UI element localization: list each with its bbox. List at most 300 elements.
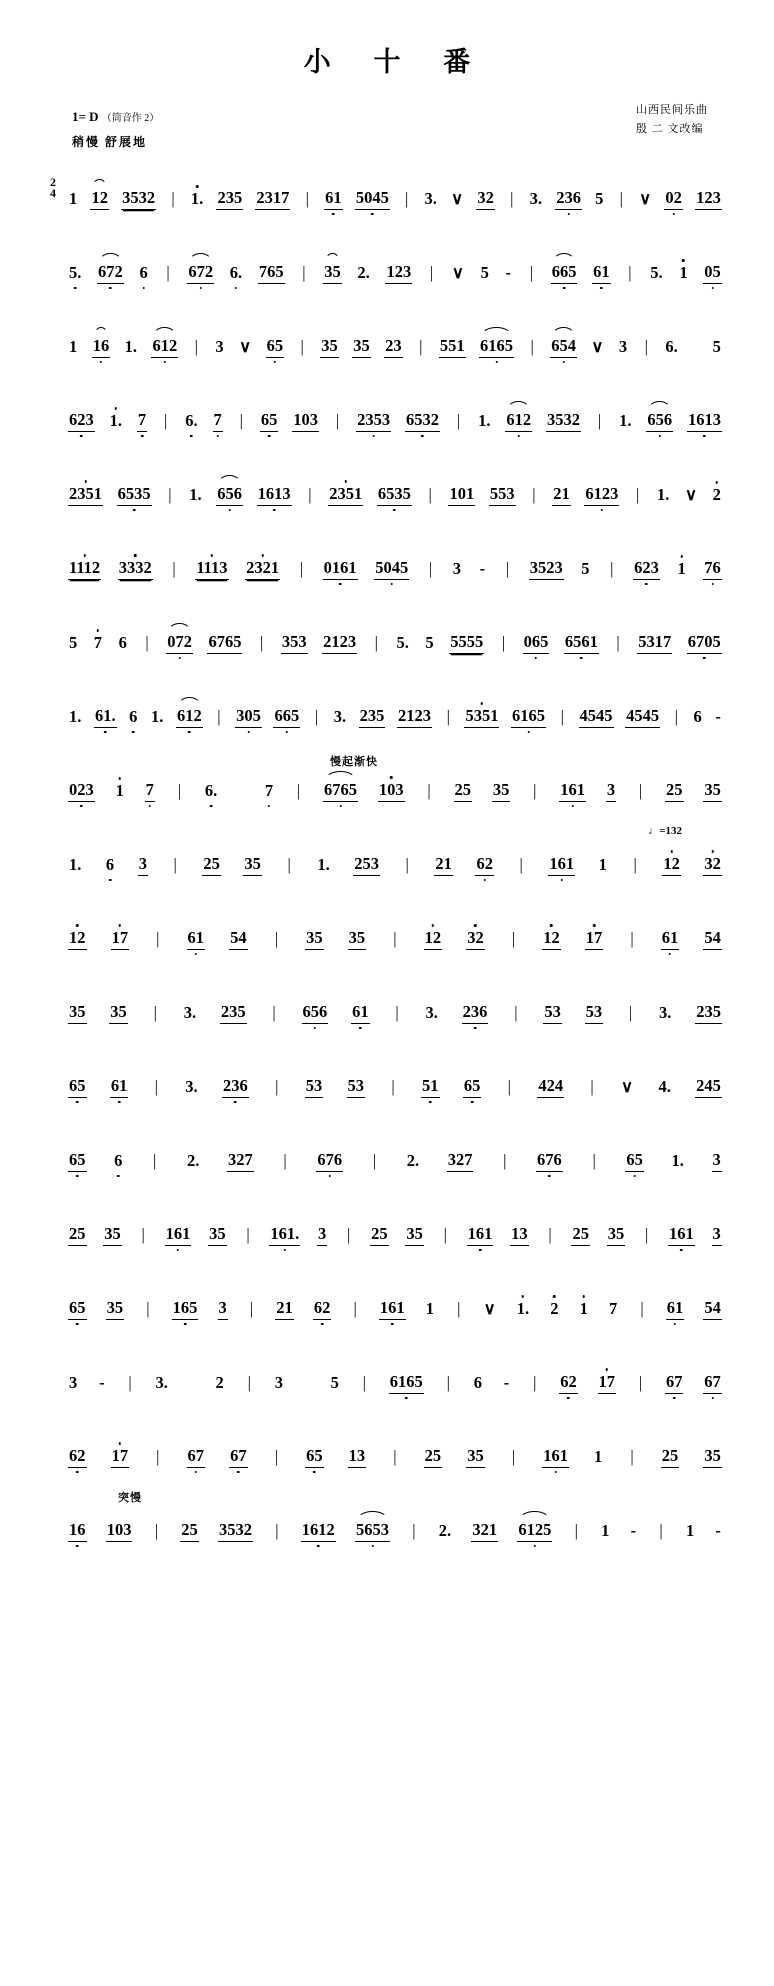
barline: |: [644, 337, 648, 356]
note: 161: [542, 1446, 569, 1468]
note: 3532: [121, 188, 156, 210]
note: 6165: [479, 336, 514, 358]
barline: |: [640, 1299, 644, 1318]
barline: |: [446, 707, 450, 726]
note: 235: [216, 188, 243, 210]
note: 25: [571, 1224, 590, 1246]
note: 1: [677, 559, 686, 578]
note: 67: [665, 1372, 684, 1394]
barline: |: [393, 929, 397, 948]
note: 0161: [323, 558, 358, 580]
barline: |: [246, 1225, 250, 1244]
key-signature: [72, 109, 159, 125]
barline: |: [597, 411, 602, 430]
barline: |: [335, 411, 340, 430]
note: 3: [452, 559, 462, 578]
barline: |: [308, 485, 312, 504]
note: -: [505, 263, 512, 282]
barline: |: [260, 633, 264, 652]
barline: |: [514, 1003, 518, 1022]
note: 61: [351, 1002, 370, 1024]
barline: |: [429, 263, 434, 282]
note: 3532: [546, 410, 581, 432]
note: 1: [598, 855, 607, 874]
barline: |: [574, 1521, 578, 1540]
note: 02: [664, 188, 683, 210]
note: 7: [608, 1299, 618, 1318]
note: 35: [305, 928, 324, 950]
barline: |: [505, 559, 510, 578]
barline: |: [314, 707, 319, 726]
barline: |: [275, 1521, 279, 1540]
note: 6: [129, 707, 138, 726]
note: 12: [662, 854, 681, 876]
note: 3: [69, 1373, 78, 1392]
barline: |: [362, 1373, 366, 1392]
note: 61: [592, 262, 611, 284]
music-line-content: [68, 1437, 722, 1477]
barline: |: [628, 263, 632, 282]
note: 1.: [317, 855, 330, 874]
barline: |: [283, 1151, 287, 1170]
note: 2353: [356, 410, 391, 432]
annotation-slow-then-fast: 慢起渐快: [330, 756, 378, 768]
music-line: [0, 905, 774, 979]
note: 3.: [529, 189, 542, 208]
note: 2351: [328, 484, 363, 506]
breath-mark: ∨: [621, 1077, 634, 1096]
barline: |: [511, 929, 516, 948]
breath-mark: ∨: [451, 189, 464, 208]
note: 7: [145, 780, 155, 802]
note: 1.: [671, 1151, 684, 1170]
barline: |: [395, 1003, 399, 1022]
note: 17: [111, 928, 130, 950]
note: 023: [68, 780, 95, 802]
note: 3: [218, 1298, 228, 1320]
note: 665: [273, 706, 300, 728]
note: 35: [703, 780, 722, 802]
note: 17: [111, 1446, 130, 1468]
note: 5045: [374, 558, 409, 580]
note: 1.: [189, 485, 202, 504]
note: 62: [68, 1446, 87, 1468]
barline: |: [141, 1225, 145, 1244]
note: 612: [176, 706, 203, 728]
music-line: [0, 1349, 774, 1423]
note: 16: [68, 1520, 87, 1542]
note: 65: [266, 336, 285, 358]
note: 51: [421, 1076, 440, 1098]
barline: |: [274, 929, 279, 948]
breath-mark: ∨: [639, 189, 652, 208]
music-line-content: [68, 401, 722, 441]
note: 21: [552, 484, 571, 506]
music-line-content: [68, 1289, 722, 1329]
note: -: [715, 1521, 721, 1540]
note: 7: [264, 781, 274, 800]
note: 65: [463, 1076, 482, 1098]
note: 1613: [257, 484, 292, 506]
barline: |: [610, 559, 614, 578]
note: 161: [165, 1224, 192, 1246]
note: 2: [712, 485, 721, 504]
barline: |: [446, 1373, 450, 1392]
note: 6165: [389, 1372, 424, 1394]
note: 53: [305, 1076, 324, 1098]
note: 553: [489, 484, 516, 506]
note: 25: [180, 1520, 199, 1542]
note: -: [715, 707, 721, 726]
barline: |: [548, 1225, 552, 1244]
tempo-expression: 稍慢 舒展地: [72, 135, 148, 149]
note: 672: [187, 262, 214, 284]
barline: |: [164, 411, 168, 430]
music-line-content: [68, 697, 722, 737]
barline: |: [300, 337, 304, 356]
note: 05: [703, 262, 722, 284]
note: 65: [68, 1298, 87, 1320]
breath-mark: ∨: [684, 485, 698, 504]
note: 6561: [564, 632, 599, 654]
barline: |: [156, 1447, 160, 1466]
note: 35: [320, 336, 339, 358]
note: 1: [69, 189, 78, 208]
music-line: [0, 165, 774, 239]
note: 67: [703, 1372, 722, 1394]
note: 35: [109, 1002, 128, 1024]
note: 103: [106, 1520, 133, 1542]
note: 1.: [656, 485, 670, 504]
note: 61: [666, 1298, 685, 1320]
barline: |: [166, 263, 170, 282]
note: 21: [275, 1298, 294, 1320]
note: 61: [324, 188, 343, 210]
note: 1.: [109, 411, 123, 430]
note: 6: [114, 1151, 123, 1170]
note: 61.: [94, 706, 117, 728]
barline: |: [560, 707, 564, 726]
note: 35: [607, 1224, 626, 1246]
note: 245: [695, 1076, 722, 1098]
note: 53: [585, 1002, 604, 1024]
barline: |: [247, 1373, 251, 1392]
note: 6: [139, 263, 148, 282]
note: 5045: [355, 188, 390, 210]
music-staff: [0, 165, 774, 1571]
barline: |: [638, 781, 643, 800]
barline: |: [412, 1521, 416, 1540]
music-line: [0, 825, 774, 905]
note: 3523: [529, 558, 564, 580]
note: 2123: [397, 706, 432, 728]
barline: |: [419, 337, 423, 356]
note: 7: [213, 410, 223, 432]
note: 123: [385, 262, 412, 284]
note: 1: [115, 781, 124, 800]
note: 25: [424, 1446, 443, 1468]
note: 235: [220, 1002, 247, 1024]
barline: |: [296, 781, 301, 800]
note: 4545: [625, 706, 660, 728]
barline: |: [287, 855, 291, 874]
note: 656: [646, 410, 673, 432]
note: 123: [695, 188, 722, 210]
barline: |: [299, 559, 304, 578]
note: 23: [384, 336, 403, 358]
barline: |: [347, 1225, 351, 1244]
note: 65: [68, 1076, 87, 1098]
note: 13: [510, 1224, 529, 1246]
note: 236: [555, 188, 582, 210]
note: 305: [235, 706, 262, 728]
note: 61: [110, 1076, 129, 1098]
note: 1.: [124, 337, 137, 356]
barline: |: [274, 1447, 279, 1466]
note: 62: [559, 1372, 578, 1394]
note: 6: [118, 633, 127, 652]
music-line-content: [68, 179, 722, 219]
note: 35: [492, 780, 511, 802]
music-line-content: [68, 1363, 722, 1403]
note: 3: [317, 1224, 327, 1246]
note: 424: [537, 1076, 564, 1098]
barline: |: [153, 1151, 157, 1170]
note: -: [99, 1373, 105, 1392]
barline: |: [659, 1521, 663, 1540]
note: 54: [703, 928, 722, 950]
note: 6705: [687, 632, 722, 654]
note: 1: [579, 1299, 588, 1318]
note: 236: [462, 1002, 489, 1024]
key-note: （筒音作 2）: [101, 113, 160, 124]
note: 1: [425, 1299, 435, 1318]
note: 672: [97, 262, 124, 284]
note: 1612: [301, 1520, 336, 1542]
note: 76: [703, 558, 722, 580]
note: -: [503, 1373, 510, 1392]
music-line-content: [68, 475, 722, 515]
barline: |: [530, 337, 534, 356]
note: 2: [550, 1299, 559, 1318]
note: 54: [703, 1298, 722, 1320]
barline: |: [239, 411, 243, 430]
barline: |: [428, 485, 432, 504]
music-line: [0, 239, 774, 313]
note: 65: [260, 410, 279, 432]
note: 551: [439, 336, 466, 358]
barline: |: [616, 633, 620, 652]
note: 35: [243, 854, 262, 876]
barline: |: [443, 1225, 447, 1244]
barline: |: [156, 929, 160, 948]
note: 1.: [478, 411, 491, 430]
note: 612: [505, 410, 532, 432]
barline: |: [507, 1077, 511, 1096]
music-line-content: [68, 993, 722, 1033]
metronome-mark: ♩=132: [648, 825, 682, 837]
barline: |: [173, 855, 177, 874]
barline: |: [633, 855, 637, 874]
note: 353: [281, 632, 308, 654]
music-line: [0, 1275, 774, 1349]
note: 3: [712, 1224, 722, 1246]
breath-mark: ∨: [239, 337, 252, 356]
note: 2123: [322, 632, 357, 654]
barline: |: [532, 485, 536, 504]
music-line: [0, 1127, 774, 1201]
note: 62: [475, 854, 494, 876]
note: 7: [137, 410, 147, 432]
note: 6.: [665, 337, 678, 356]
music-line-content: [68, 1215, 722, 1255]
note: 25: [68, 1224, 87, 1246]
note: 665: [551, 262, 578, 284]
barline: |: [519, 855, 523, 874]
note: 6535: [117, 484, 152, 506]
note: 65: [305, 1446, 324, 1468]
note: 1.: [190, 189, 204, 208]
note: 6535: [377, 484, 412, 506]
barline: |: [511, 1447, 516, 1466]
breath-mark: ∨: [591, 337, 604, 356]
breath-mark: ∨: [451, 263, 464, 282]
note: 35: [106, 1298, 125, 1320]
note: 6: [473, 1373, 482, 1392]
note: 1613: [687, 410, 722, 432]
note: 765: [258, 262, 285, 284]
note: 5: [425, 633, 434, 652]
note: 161: [559, 780, 586, 802]
note: 32: [466, 928, 485, 950]
note: 3.: [333, 707, 347, 726]
note: 5351: [464, 706, 499, 728]
note: -: [479, 559, 486, 578]
note: 35: [466, 1446, 485, 1468]
note: 676: [316, 1150, 343, 1172]
barline: |: [154, 1521, 159, 1540]
barline: |: [194, 337, 198, 356]
annotation-sudden-slow: 突慢: [118, 1492, 142, 1504]
barline: |: [427, 781, 431, 800]
note: 161.: [269, 1224, 300, 1246]
note: 32: [703, 854, 722, 876]
music-line: [0, 757, 774, 831]
note: 327: [227, 1150, 254, 1172]
note: 2351: [68, 484, 103, 506]
note: 253: [353, 854, 380, 876]
barline: |: [592, 1151, 596, 1170]
barline: |: [628, 1003, 633, 1022]
note: 6532: [405, 410, 440, 432]
note: 1.: [69, 855, 82, 874]
note: 321: [471, 1520, 498, 1542]
note: 165: [172, 1298, 199, 1320]
note: 67: [187, 1446, 206, 1468]
note: 65: [625, 1150, 644, 1172]
note: 072: [166, 632, 193, 654]
barline: |: [635, 485, 640, 504]
barline: |: [217, 707, 221, 726]
note: 676: [536, 1150, 563, 1172]
music-line: [0, 1423, 774, 1497]
music-line: [0, 1201, 774, 1275]
note: 17: [585, 928, 604, 950]
note: 3: [606, 780, 616, 802]
note: 5317: [637, 632, 672, 654]
note: 1.: [619, 411, 632, 430]
breath-mark: ∨: [483, 1299, 496, 1318]
note: 6.: [185, 411, 198, 430]
note: 6123: [584, 484, 619, 506]
note: 103: [378, 780, 405, 802]
note: 12: [424, 928, 443, 950]
note: 25: [665, 780, 684, 802]
music-line: [0, 609, 774, 683]
barline: |: [145, 633, 149, 652]
note: 35: [103, 1224, 122, 1246]
note: 5: [581, 559, 590, 578]
note: 3.: [659, 1003, 672, 1022]
barline: |: [630, 929, 634, 948]
note: 2321: [245, 558, 280, 580]
note: 2.: [357, 263, 370, 282]
note: 53: [347, 1076, 366, 1098]
barline: |: [353, 1299, 357, 1318]
barline: |: [372, 1151, 377, 1170]
note: 16: [92, 336, 111, 358]
note: 53: [543, 1002, 562, 1024]
note: 6: [693, 707, 702, 726]
music-line: [0, 683, 774, 757]
note: 1: [601, 1521, 610, 1540]
music-line-content: [68, 623, 722, 663]
note: 12: [90, 188, 109, 210]
barline: |: [153, 1003, 157, 1022]
barline: |: [533, 1373, 537, 1392]
music-line-content: [68, 1511, 722, 1551]
barline: |: [305, 189, 309, 208]
note: 3: [274, 1373, 283, 1392]
note: 161: [548, 854, 575, 876]
note: 35: [323, 262, 342, 284]
barline: |: [456, 411, 461, 430]
note: 4.: [658, 1077, 671, 1096]
music-line-content: [68, 771, 722, 811]
note: 656: [216, 484, 243, 506]
music-line: [0, 313, 774, 387]
note: 25: [661, 1446, 680, 1468]
note: 5.: [396, 633, 409, 652]
barline: |: [510, 189, 514, 208]
note: 5.: [650, 263, 663, 282]
note: 2317: [255, 188, 290, 210]
note: 3332: [118, 558, 153, 580]
note: 25: [454, 780, 473, 802]
note: 65: [68, 1150, 87, 1172]
music-line-content: [68, 845, 722, 885]
music-line-content: [68, 253, 722, 293]
note: 3.: [155, 1373, 168, 1392]
note: 327: [447, 1150, 474, 1172]
barline: |: [172, 559, 176, 578]
note: 3: [215, 337, 224, 356]
barline: |: [177, 781, 181, 800]
note: 3.: [425, 1003, 438, 1022]
note: 2.: [186, 1151, 200, 1170]
note: 12: [68, 928, 87, 950]
note: 1: [69, 337, 78, 356]
